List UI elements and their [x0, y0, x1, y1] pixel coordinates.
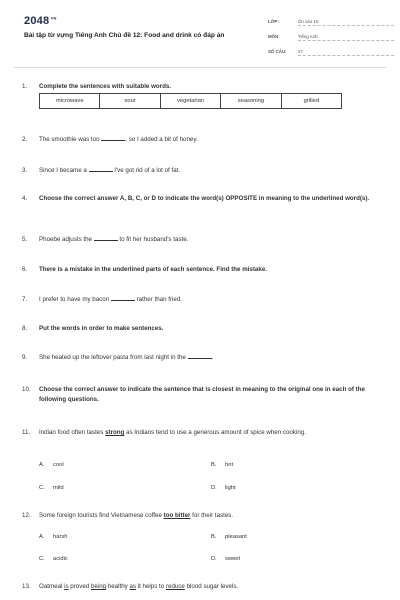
question-3: [22, 166, 380, 176]
option-a[interactable]: [39, 462, 64, 468]
option-text: acidic: [53, 556, 68, 562]
option-b[interactable]: [211, 462, 233, 468]
question-text: Phoebe adjusts the: [39, 236, 94, 243]
question-number: 4.: [22, 195, 28, 202]
answer-blank[interactable]: [111, 295, 135, 301]
answer-blank[interactable]: [188, 353, 212, 359]
worksheet-header: [14, 0, 386, 68]
question-number: 11.: [22, 429, 31, 436]
question-number: 13.: [22, 583, 31, 590]
option-b[interactable]: [211, 534, 247, 540]
option-letter: B.: [211, 534, 217, 540]
option-d[interactable]: [211, 485, 236, 491]
class-label: LỚP:: [268, 19, 279, 24]
option-letter: A.: [39, 462, 45, 468]
question-text: Since I became a: [39, 167, 89, 174]
option-letter: D.: [211, 556, 217, 562]
subject-label: MÔN:: [268, 34, 280, 39]
option-text: mild: [53, 485, 64, 491]
question-12: [22, 511, 380, 521]
question-text: The smoothie was too: [39, 136, 102, 143]
question-text: , so I added a bit of honey.: [125, 136, 198, 143]
option-text: sweet: [225, 556, 241, 562]
word-bank-item: sour: [100, 94, 160, 108]
word-bank-item: microwave: [40, 94, 100, 108]
option-c[interactable]: [39, 485, 64, 491]
subject-value: Tiếng Anh: [298, 34, 394, 41]
word-bank-item: grilled: [303, 98, 320, 104]
question-number: 10.: [22, 386, 31, 393]
question-1: [22, 82, 380, 92]
option-text: harsh: [53, 534, 68, 540]
underlined-part: reduce: [165, 583, 185, 590]
logo-text: 2048: [24, 15, 50, 27]
question-text: Complete the sentences with suitable words.: [39, 83, 172, 90]
word-bank: [39, 93, 342, 109]
option-letter: A.: [39, 534, 45, 540]
option-text: cool: [53, 462, 64, 468]
option-letter: B.: [211, 462, 217, 468]
option-letter: C.: [39, 556, 45, 562]
question-text: Choose the correct answer to indicate the sentence that is closest in meaning to the original one in each of the following questions.: [39, 386, 365, 403]
question-count-value: 27: [298, 49, 394, 56]
underlined-part: as: [129, 583, 137, 590]
question-text: as Indians tend to use a generous amount of spice when cooking.: [124, 429, 306, 436]
option-text: light: [225, 485, 236, 491]
option-letter: C.: [39, 485, 45, 491]
question-text: Choose the correct answer A, B, C, or D to indicate the word(s) OPPOSITE in meaning to the underlined word(s).: [39, 195, 370, 202]
question-number: 1.: [22, 83, 28, 90]
question-11: [22, 428, 380, 438]
question-10: [22, 385, 380, 404]
question-text: I've got rid of a lot of fat.: [112, 167, 181, 174]
question-text: for their tastes.: [190, 512, 234, 519]
question-8: [22, 324, 380, 334]
question-text: Indian food often tastes: [39, 429, 106, 436]
question-text: There is a mistake in the underlined parts of each sentence. Find the mistake.: [39, 266, 267, 273]
question-text: rather than fried.: [134, 296, 183, 303]
question-text: it helps to: [136, 583, 166, 590]
site-logo[interactable]: [24, 15, 57, 27]
question-number: 9.: [22, 354, 28, 361]
option-c[interactable]: [39, 556, 68, 562]
question-text: to fit her husband's taste.: [117, 236, 189, 243]
question-text: proved: [68, 583, 91, 590]
question-13: [22, 582, 380, 592]
question-text: blood sugar levels.: [184, 583, 239, 590]
question-text: .: [211, 354, 214, 361]
question-2: [22, 135, 380, 145]
question-text: Oatmeal: [39, 583, 65, 590]
question-number: 8.: [22, 325, 28, 332]
answer-blank[interactable]: [89, 166, 113, 172]
option-a[interactable]: [39, 534, 68, 540]
word-bank-item: seasoning: [221, 94, 281, 108]
question-6: [22, 265, 380, 275]
question-number: 6.: [22, 266, 28, 273]
underlined-part: being: [90, 583, 107, 590]
question-9: [22, 353, 380, 363]
word-bank-item: vegetarian: [161, 94, 221, 108]
question-text: I prefer to have my bacon: [39, 296, 111, 303]
question-number: 5.: [22, 236, 28, 243]
logo-suffix: .VN: [49, 15, 57, 21]
option-d[interactable]: [211, 556, 240, 562]
underlined-word: strong: [105, 429, 125, 436]
question-text: Put the words in order to make sentences.: [39, 325, 164, 332]
underlined-word: too bitter: [163, 512, 191, 519]
question-number: 12.: [22, 512, 31, 519]
question-text: Some foreign tourists find Vietnamese coffee: [39, 512, 164, 519]
option-text: pleasant: [225, 534, 247, 540]
question-text: healthy: [106, 583, 130, 590]
question-4: [22, 194, 380, 204]
question-number: 2.: [22, 136, 28, 143]
question-number: 7.: [22, 296, 28, 303]
question-text: She heated up the leftover pasta from last night in the: [39, 354, 188, 361]
answer-blank[interactable]: [94, 235, 118, 241]
class-value: Ôn vào 10: [298, 19, 394, 26]
option-letter: D.: [211, 485, 217, 491]
question-number: 3.: [22, 167, 28, 174]
option-text: hot: [225, 462, 234, 468]
question-7: [22, 295, 380, 305]
answer-blank[interactable]: [101, 135, 125, 141]
document-title: Bài tập từ vựng Tiếng Anh Chủ đề 12: Food and drink có đáp án: [24, 32, 225, 39]
question-count-label: SỐ CÂU:: [268, 49, 287, 54]
question-5: [22, 235, 380, 245]
underlined-part: is: [64, 583, 69, 590]
